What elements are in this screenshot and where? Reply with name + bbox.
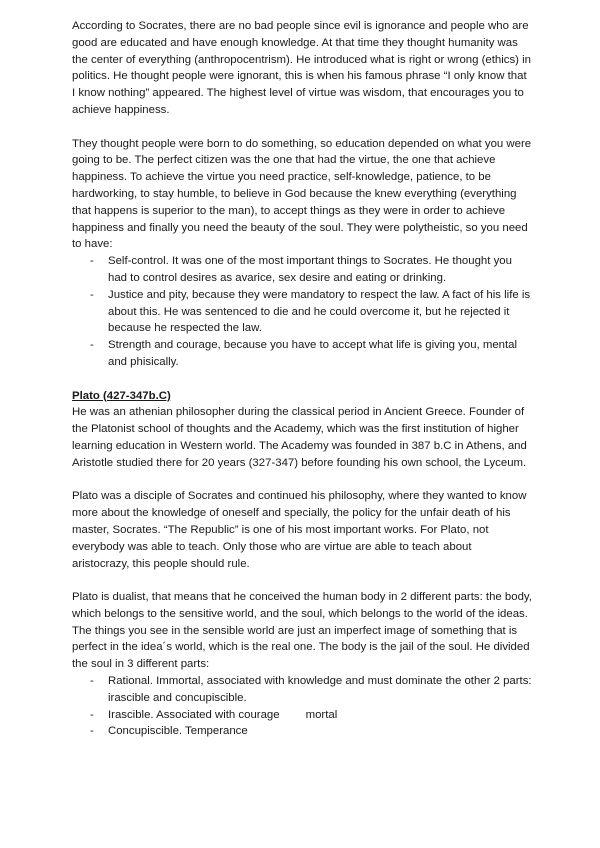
list-item: - Self-control. It was one of the most important things to Socrates. He thought you had to control desires as avarice, sex desire and eating or drinking. bbox=[90, 255, 512, 284]
plato-paragraph-2: Plato was a disciple of Socrates and continued his philosophy, where they wanted to know more about the knowledge of oneself and specially, the policy for the unfair death of his master, Socrates. “The Republic” is one of his most important works. For Plato, not everybody was able to teach. Only those who are virtue are able to teach about aristocrazy, this people should rule. bbox=[72, 490, 527, 570]
dash-bullet: - bbox=[90, 339, 94, 352]
socrates-paragraph-2: They thought people were born to do something, so education depended on what you were going to be. The perfect citizen was the one that had the virtue, the one that achieve happiness. To achieve the virtue you need practice, self-knowledge, patience, to be hardworking, to stay humble, to believe in God because the knew everything (everything that happens is superior to the man), to accept things as they were in order to achieve happiness and finally you need the beauty of the soul. They were polytheistic, so you need to have: bbox=[72, 137, 532, 251]
list-item: - Irascible. Associated with courage mortal bbox=[72, 707, 532, 724]
list-item: - Justice and pity, because they were mandatory to respect the law. A fact of his life is about this. He was sentenced to die and he could overcome it, but he rejected it because he respected the law. bbox=[90, 288, 531, 335]
dash-bullet: - bbox=[90, 725, 94, 738]
socrates-paragraph-1: According to Socrates, there are no bad people since evil is ignorance and people who are good are educated and have enough knowledge. At that time they thought humanity was the center of everything (anthropocentrism). He introduced what is right or wrong (ethics) in politics. He thought people were ignorant, this is when his famous phrase “I only know that I know nothing” appeared. The highest level of virtue was wisdom, that encourages you to achieve happiness. bbox=[72, 20, 532, 116]
document-page bbox=[72, 18, 532, 740]
list-item: - Rational. Immortal, associated with knowledge and must dominate the other 2 parts: irascible and concupiscible. bbox=[90, 675, 532, 704]
paragraph-gap bbox=[72, 472, 532, 489]
dash-bullet: - bbox=[90, 255, 94, 268]
plato-soul-parts-list bbox=[72, 673, 532, 740]
list-item: - Strength and courage, because you have to accept what life is giving you, mental and phisically. bbox=[90, 339, 518, 368]
paragraph-gap bbox=[72, 119, 532, 136]
plato-paragraph-1: He was an athenian philosopher during the classical period in Ancient Greece. Founder of the Platonist school of thoughts and the Academy, which was the first institution of higher learning education in Western world. The Academy was founded in 387 b.C in Athens, and Aristotle studied there for 20 years (327-347) before founding his own school, the Lyceum. bbox=[72, 406, 527, 469]
plato-heading: Plato (427-347b.C) bbox=[72, 389, 171, 402]
socrates-virtues-list bbox=[72, 253, 532, 371]
list-item: - Concupiscible. Temperance bbox=[72, 723, 532, 740]
paragraph-gap bbox=[72, 371, 532, 388]
dash-bullet: - bbox=[90, 708, 94, 721]
dash-bullet: - bbox=[90, 288, 94, 301]
paragraph-gap bbox=[72, 572, 532, 589]
plato-paragraph-3: Plato is dualist, that means that he conceived the human body in 2 different parts: the body, which belongs to the sensitive world, and the soul, which belongs to the world of the ideas. The things you see in the sensible world are just an imperfect image of something that is perfect in the idea´s world, which is the real one. The body is the jail of the soul. He divided the soul in 3 different parts: bbox=[72, 591, 532, 671]
dash-bullet: - bbox=[90, 675, 94, 688]
